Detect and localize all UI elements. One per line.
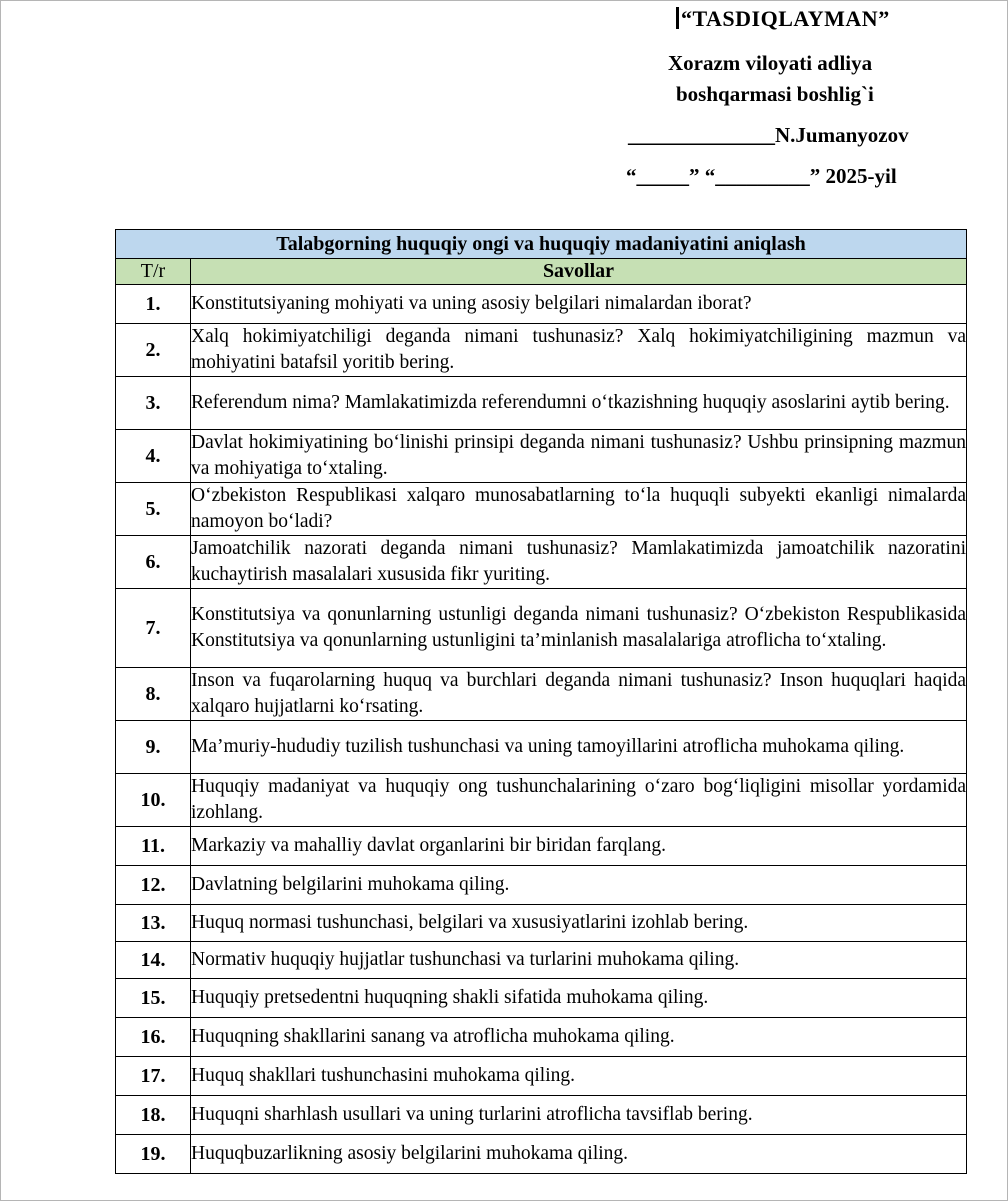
row-number: 18.	[116, 1096, 191, 1135]
approval-org-line2: boshqarmasi boshlig`i	[676, 82, 874, 106]
question-text: Huquqni sharhlash usullari va uning turlarini atroflicha tavsiflab bering.	[191, 1096, 967, 1135]
table-row	[116, 942, 967, 979]
row-number: 6.	[116, 536, 191, 589]
table-row	[116, 668, 967, 721]
table-row	[116, 866, 967, 905]
row-number: 12.	[116, 866, 191, 905]
table-title-row	[116, 230, 967, 259]
question-text: Normativ huquqiy hujjatlar tushunchasi va turlarini muhokama qiling.	[191, 942, 967, 979]
table-row	[116, 827, 967, 866]
question-text: Markaziy va mahalliy davlat organlarini bir biridan farqlang.	[191, 827, 967, 866]
question-text: Inson va fuqarolarning huquq va burchlari deganda nimani tushunasiz? Inson huquqlari haqida xalqaro hujjatlarni ko‘rsating.	[191, 668, 967, 721]
row-number: 10.	[116, 774, 191, 827]
question-text: Huquq shakllari tushunchasini muhokama qiling.	[191, 1057, 967, 1096]
approval-title	[676, 6, 890, 32]
approval-title-text: “TASDIQLAYMAN”	[681, 6, 890, 31]
table-row	[116, 1057, 967, 1096]
question-text: Huquqbuzarlikning asosiy belgilarini muhokama qiling.	[191, 1135, 967, 1174]
row-number: 11.	[116, 827, 191, 866]
question-text: Huquq normasi tushunchasi, belgilari va xususiyatlarini izohlab bering.	[191, 905, 967, 942]
table-row	[116, 324, 967, 377]
table-header-row	[116, 259, 967, 285]
table-row	[116, 285, 967, 324]
question-text: Konstitutsiya va qonunlarning ustunligi deganda nimani tushunasiz? O‘zbekiston Respublikasida Konstitutsiya va qonunlarning ustunligini ta’minlanish masalalariga atroflicha to‘xtaling.	[191, 589, 967, 668]
row-number: 15.	[116, 979, 191, 1018]
question-text: Jamoatchilik nazorati deganda nimani tushunasiz? Mamlakatimizda jamoatchilik nazoratini kuchaytirish masalalari xususida fikr yuriting.	[191, 536, 967, 589]
question-text: Konstitutsiyaning mohiyati va uning asosiy belgilari nimalardan iborat?	[191, 285, 967, 324]
table-row	[116, 979, 967, 1018]
row-number: 8.	[116, 668, 191, 721]
question-text: Huquqning shakllarini sanang va atroflicha muhokama qiling.	[191, 1018, 967, 1057]
row-number: 5.	[116, 483, 191, 536]
questions-table	[115, 229, 967, 1174]
approval-signature-line: ______________N.Jumanyozov	[628, 123, 909, 147]
table-row	[116, 377, 967, 430]
question-text: Huquqiy pretsedentni huquqning shakli sifatida muhokama qiling.	[191, 979, 967, 1018]
row-number: 7.	[116, 589, 191, 668]
row-number: 14.	[116, 942, 191, 979]
question-text: O‘zbekiston Respublikasi xalqaro munosabatlarning to‘la huquqli subyekti ekanligi nimalarda namoyon bo‘ladi?	[191, 483, 967, 536]
column-header-number: T/r	[116, 259, 191, 285]
question-text: Ma’muriy-hududiy tuzilish tushunchasi va uning tamoyillarini atroflicha muhokama qiling.	[191, 721, 967, 774]
approval-date-line: “_____” “_________” 2025-yil	[626, 164, 897, 188]
row-number: 9.	[116, 721, 191, 774]
table-row	[116, 589, 967, 668]
table-row	[116, 774, 967, 827]
table-row	[116, 1018, 967, 1057]
approval-org-line1: Xorazm viloyati adliya	[668, 51, 873, 75]
row-number: 16.	[116, 1018, 191, 1057]
question-text: Xalq hokimiyatchiligi deganda nimani tushunasiz? Xalq hokimiyatchiligining mazmun va mohiyatini batafsil yoritib bering.	[191, 324, 967, 377]
row-number: 2.	[116, 324, 191, 377]
table-row	[116, 1135, 967, 1174]
row-number: 3.	[116, 377, 191, 430]
table-title: Talabgorning huquqiy ongi va huquqiy madaniyatini aniqlash	[116, 230, 967, 259]
question-text: Huquqiy madaniyat va huquqiy ong tushunchalarining o‘zaro bog‘liqligini misollar yordamida izohlang.	[191, 774, 967, 827]
row-number: 1.	[116, 285, 191, 324]
table-row	[116, 483, 967, 536]
row-number: 13.	[116, 905, 191, 942]
row-number: 4.	[116, 430, 191, 483]
row-number: 19.	[116, 1135, 191, 1174]
question-text: Davlatning belgilarini muhokama qiling.	[191, 866, 967, 905]
text-cursor	[676, 7, 679, 29]
table-row	[116, 430, 967, 483]
row-number: 17.	[116, 1057, 191, 1096]
table-row	[116, 905, 967, 942]
table-row	[116, 536, 967, 589]
table-row	[116, 1096, 967, 1135]
column-header-questions: Savollar	[191, 259, 967, 285]
table-row	[116, 721, 967, 774]
question-text: Referendum nima? Mamlakatimizda referendumni o‘tkazishning huquqiy asoslarini aytib bering.	[191, 377, 967, 430]
question-text: Davlat hokimiyatining bo‘linishi prinsipi deganda nimani tushunasiz? Ushbu prinsipning mazmun va mohiyatiga to‘xtaling.	[191, 430, 967, 483]
